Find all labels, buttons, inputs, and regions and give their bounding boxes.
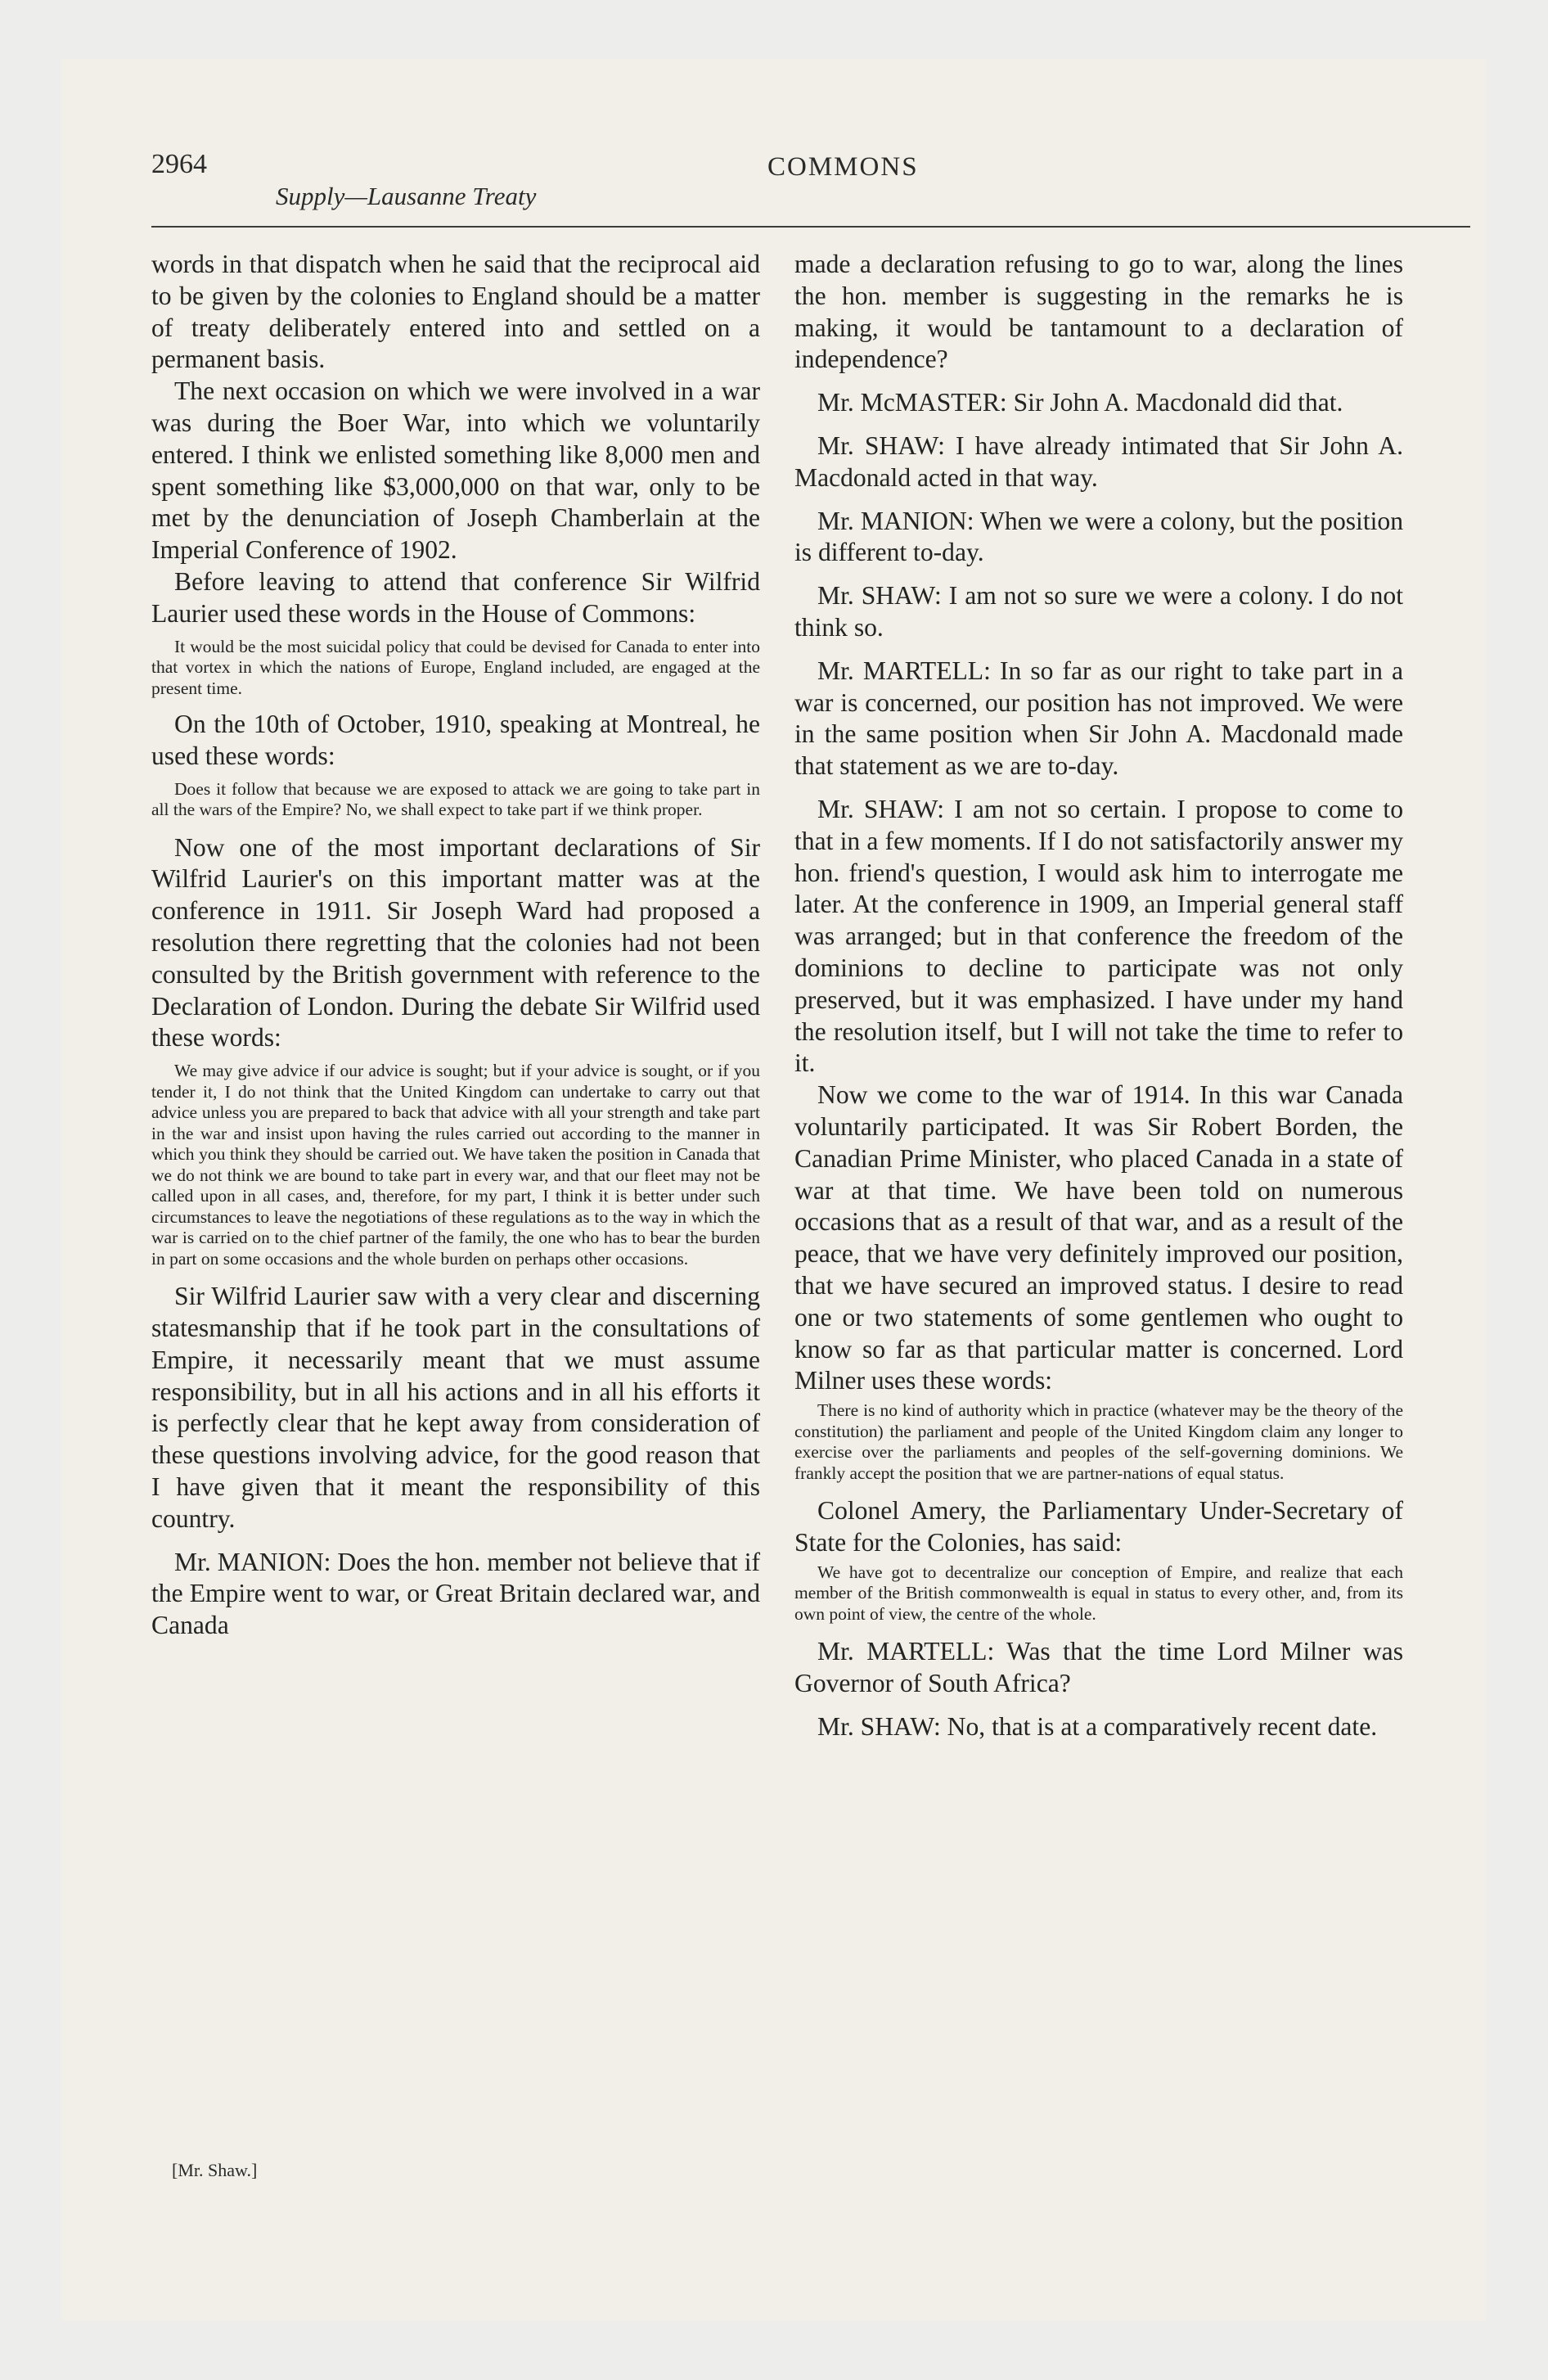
document-page (61, 59, 1487, 2321)
paragraph: words in that dispatch when he said that the reciprocal aid to be given by the colonies to England should be a matter of treaty deliberately entered into and settled on a permanent basis. (151, 250, 760, 374)
right-column (794, 249, 1403, 1743)
speech-mr-manion: Mr. MANION: When we were a colony, but the position is different to-day. (794, 506, 1403, 567)
page-header (151, 149, 1470, 239)
block-quote: We have got to decentralize our conception of Empire, and realize that each member of the British commonwealth is equal in status to every other, and, from its own point of view, the centre of the whole. (794, 1562, 1403, 1624)
paragraph: The next occasion on which we were involved in a war was during the Boer War, into which we voluntarily entered. I think we enlisted something like 8,000 men and spent something like $3,000,000 on that war, only to be met by the denunciation of Joseph Chamberlain at the Imperial Conference of 1902. (151, 376, 760, 565)
paragraph: Colonel Amery, the Parliamentary Under-Secretary of State for the Colonies, has said: (794, 1496, 1403, 1557)
block-quote: It would be the most suicidal policy that could be devised for Canada to enter into that vortex in which the nations of Europe, England included, are engaged at the present time. (151, 636, 760, 698)
speaker-footnote: [Mr. Shaw.] (172, 2160, 258, 2180)
paragraph: On the 10th of October, 1910, speaking at Montreal, he used these words: (151, 710, 760, 770)
block-quote: There is no kind of authority which in practice (whatever may be the theory of the constitution) the parliament and people of the United Kingdom claim any longer to exercise over the parliaments and peoples of the self-governing dominions. We frankly accept the position that we are partner-nations of equal status. (794, 1400, 1403, 1483)
header-rule (151, 226, 1470, 228)
left-column (151, 249, 760, 1642)
speech-mr-manion: Mr. MANION: Does the hon. member not believe that if the Empire went to war, or Great Britain declared war, and Canada (151, 1547, 760, 1640)
speech-mr-mcmaster: Mr. McMASTER: Sir John A. Macdonald did that. (817, 388, 1343, 417)
paragraph: Now we come to the war of 1914. In this war Canada voluntarily participated. It was Sir Robert Borden, the Canadian Prime Minister, who placed Canada in a state of war at that time. We have been told on numerous occasions that as a result of that war, and as a result of the peace, that we have very definitely improved our position, that we have secured an improved status. I desire to read one or two statements of some gentlemen who ought to know so far as that particular matter is concerned. Lord Milner uses these words: (794, 1080, 1403, 1395)
paragraph: Before leaving to attend that conference Sir Wilfrid Laurier used these words in the House of Commons: (151, 566, 760, 628)
speech-mr-shaw: Mr. SHAW: I have already intimated that Sir John A. Macdonald acted in that way. (794, 430, 1403, 492)
speech-mr-shaw: Mr. SHAW: No, that is at a comparatively recent date. (817, 1711, 1378, 1741)
block-quote: We may give advice if our advice is sought; but if your advice is sought, or if you tender it, I do not think that the United Kingdom can undertake to carry out that advice unless you are prepared to back that advice with all your strength and take part in the war and insist upon having the rules carried out according to the manner in which you think they should be carried out. We have taken the position in Canada that we do not think we are bound to take part in every war, and that our fleet may not be called upon in all cases, and, therefore, for my part, I think it is better under such circumstances to leave the negotiations of these regulations as to the way in which the war is carried on to the chief partner of the family, the one who has to bear the burden in part on some occasions and the whole burden on perhaps other occasions. (151, 1061, 760, 1269)
speech-mr-martell: Mr. MARTELL: Was that the time Lord Milner was Governor of South Africa? (794, 1637, 1403, 1697)
paragraph: Now one of the most important declarations of Sir Wilfrid Laurier's on this important matter was at the conference in 1911. Sir Joseph Ward had proposed a resolution there regretting that the colonies had not been consulted by the British government with reference to the Declaration of London. During the debate Sir Wilfrid used these words: (151, 832, 760, 1053)
speech-mr-shaw: Mr. SHAW: I am not so certain. I propose to come to that in a few moments. If I do not satisfactorily answer my hon. friend's question, I would ask him to interrogate me later. At the conference in 1909, an Imperial general staff was arranged; but in that conference the freedom of the dominions to decline to participate was not only preserved, but it was emphasized. I have under my hand the resolution itself, but I will not take the time to refer to it. (794, 794, 1403, 1078)
house-title: COMMONS (767, 152, 919, 182)
paragraph: Sir Wilfrid Laurier saw with a very clear and discerning statesmanship that if he took part in the consultations of Empire, it necessarily meant that we must assume responsibility, but in all his actions and in all his efforts it is perfectly clear that he kept away from consideration of these questions involving advice, for the good reason that I have given that it meant the responsibility of this country. (151, 1282, 760, 1533)
speech-mr-shaw: Mr. SHAW: I am not so sure we were a colony. I do not think so. (794, 581, 1403, 642)
running-title: Supply—Lausanne Treaty (276, 182, 537, 210)
paragraph: made a declaration refusing to go to war, along the lines the hon. member is suggesting in the remarks he is making, it would be tantamount to a declaration of independence? (794, 250, 1403, 374)
block-quote: Does it follow that because we are exposed to attack we are going to take part in all the wars of the Empire? No, we shall expect to take part if we think proper. (151, 778, 760, 820)
page-number: 2964 (151, 149, 207, 179)
speech-mr-martell: Mr. MARTELL: In so far as our right to take part in a war is concerned, our position has not improved. We were in the same position when Sir John A. Macdonald made that statement as we are to-day. (794, 656, 1403, 781)
